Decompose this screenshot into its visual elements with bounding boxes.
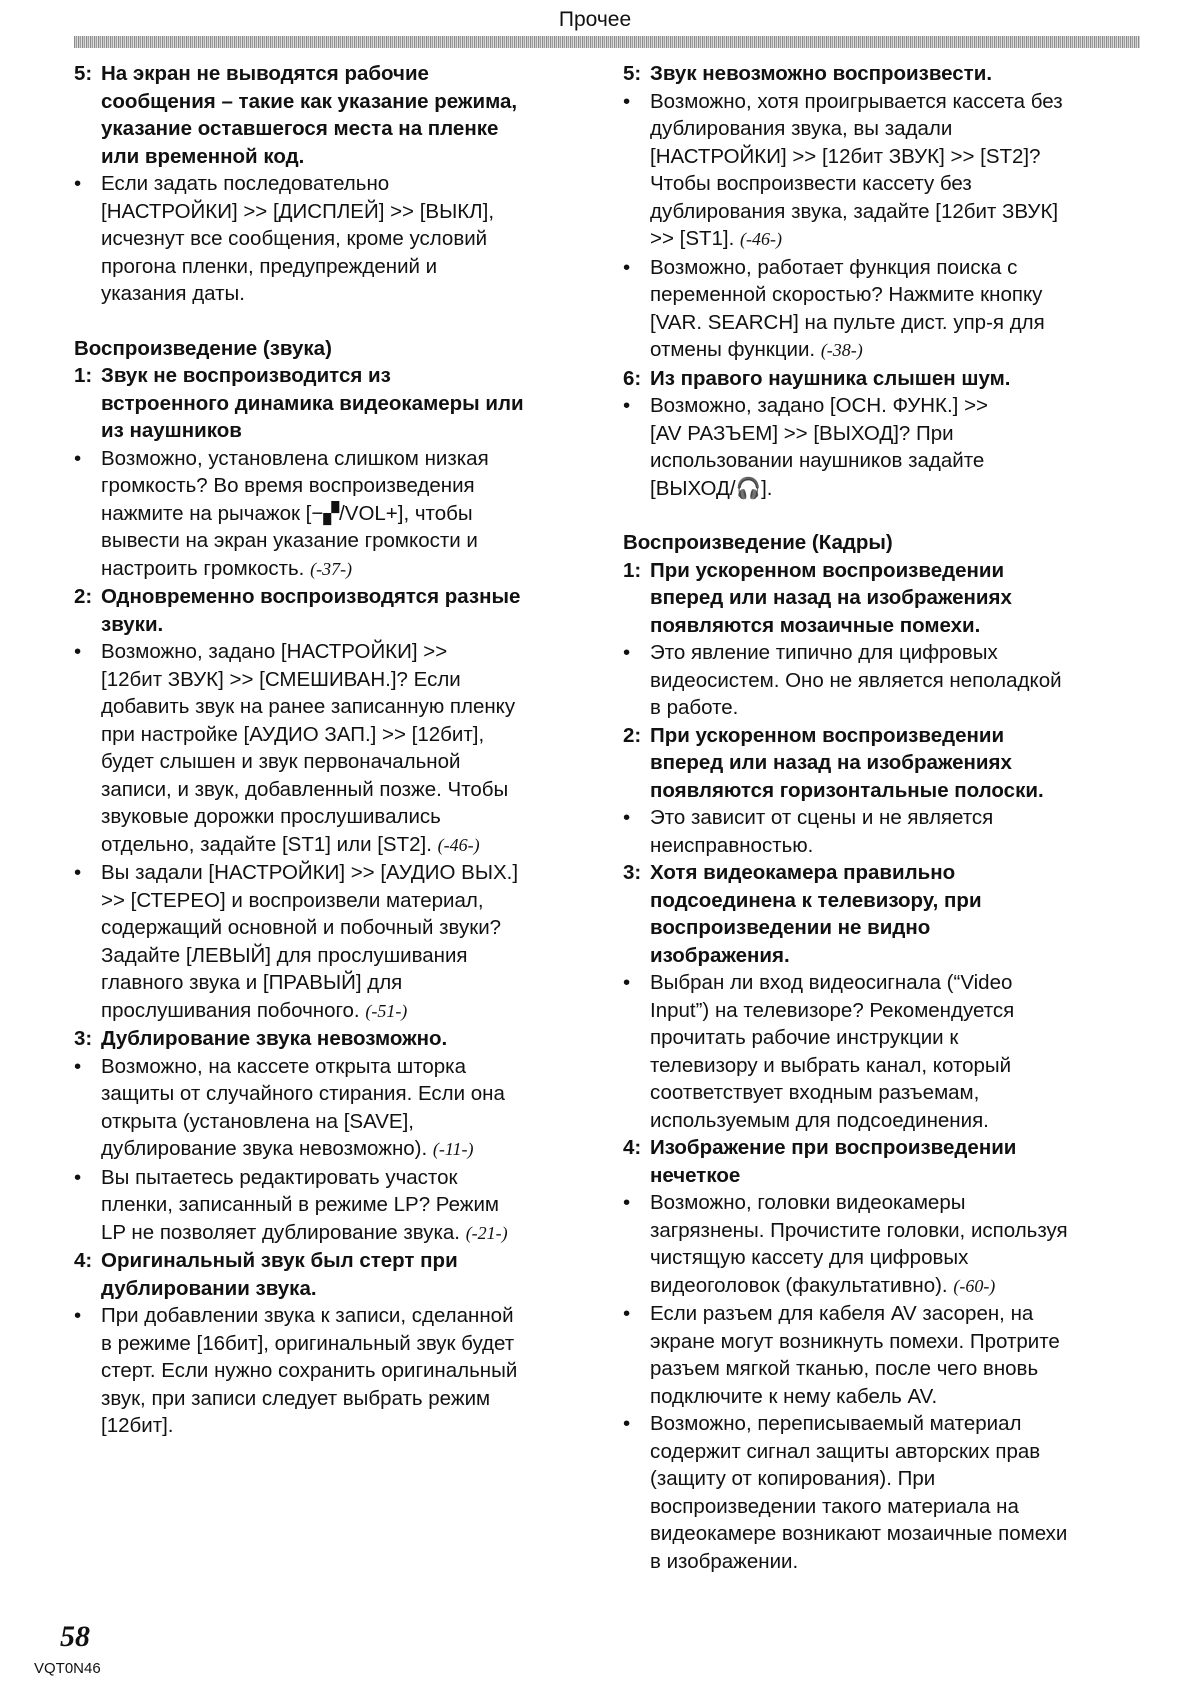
bullet-text: прогона пленки, предупреждений и: [101, 254, 438, 278]
bullet-continued: [623, 143, 1143, 171]
bullet-text: отмены функции.: [650, 338, 816, 361]
bullet-text: переменной скоростью? Нажмите кнопку: [650, 283, 1043, 306]
problem-number: 5:: [623, 62, 642, 85]
problem-title: [74, 583, 594, 611]
bullet-text: [AV РАЗЪЕМ] >> [ВЫХОД]? При: [650, 421, 954, 445]
bullet-text: видеосистем. Оно не является неполадкой: [650, 668, 1062, 692]
problem-title: [623, 859, 1143, 887]
bullet-continued: [623, 170, 1143, 198]
problem-title-continued: [74, 88, 594, 116]
bullet-text: >> [СТЕРЕО] и воспроизвели материал,: [101, 888, 484, 912]
bullet-text: прочитать рабочие инструкции к: [650, 1026, 959, 1049]
bullet-text: в режиме [16бит], оригинальный звук будет: [101, 1331, 515, 1355]
bullet-text: подключите к нему кабель AV.: [650, 1384, 938, 1408]
problem-number: 4:: [74, 1249, 93, 1272]
bullet-text: видеоголовок (факультативно).: [650, 1273, 948, 1297]
bullet-continued: [623, 667, 1143, 695]
bullet-continued: [74, 693, 594, 721]
bullet-text: Вы пытаетесь редактировать участок: [101, 1165, 458, 1189]
bullet-continued: [623, 997, 1143, 1025]
bullet-item: [623, 88, 1143, 116]
bullet-text: >> [ST1].: [650, 227, 735, 250]
bullet-text: добавить звук на ранее записанную пленку: [101, 695, 516, 718]
bullet-text: Это явление типично для цифровых: [650, 641, 998, 664]
problem-text: появляются горизонтальные полоски.: [650, 778, 1044, 802]
bullet-continued: [74, 1385, 594, 1413]
bullet-item: [623, 969, 1143, 997]
bullet-text: Возможно, задано [НАСТРОЙКИ] >>: [101, 640, 448, 663]
bullet-text: в изображении.: [650, 1549, 799, 1573]
bullet-continued: [74, 500, 594, 528]
problem-title-continued: [623, 777, 1143, 805]
bullet-continued: [623, 115, 1143, 143]
bullet-icon: •: [74, 446, 82, 470]
bullet-text: главного звука и [ПРАВЫЙ] для: [101, 971, 403, 994]
bullet-continued: [74, 721, 594, 749]
bullet-icon: •: [623, 89, 631, 113]
bullet-icon: •: [74, 1054, 82, 1078]
problem-title: [74, 362, 594, 390]
bullet-item: [623, 1410, 1143, 1438]
problem-number: 4:: [623, 1136, 642, 1159]
problem-text: появляются мозаичные помехи.: [650, 613, 981, 637]
bullet-icon: •: [623, 1412, 631, 1435]
problem-title: [74, 60, 594, 88]
bullet-text: открыта (установлена на [SAVE],: [101, 1109, 414, 1133]
bullet-text: LP не позволяет дублирование звука.: [101, 1220, 460, 1244]
bullet-continued: [74, 555, 594, 584]
bullet-text: громкость? Во время воспроизведения: [101, 474, 475, 497]
bullet-continued: [623, 1244, 1143, 1272]
bullet-text: будет слышен и звук первоначальной: [101, 750, 461, 773]
problem-text: вперед или назад на изображениях: [650, 586, 1012, 609]
bullet-continued: [623, 1217, 1143, 1245]
bullet-item: [623, 639, 1143, 667]
bullet-text: При добавлении звука к записи, сделанной: [101, 1304, 514, 1327]
page-reference: (-37-): [310, 558, 353, 579]
left-column: [74, 60, 594, 1440]
bullet-text: [НАСТРОЙКИ] >> [12бит ЗВУК] >> [ST2]?: [650, 144, 1041, 168]
bullet-text: нажмите на рычажок [−▞/VOL+], чтобы: [101, 501, 473, 525]
bullet-text: [12бит].: [101, 1414, 174, 1437]
bullet-continued: [623, 225, 1143, 254]
problem-title-continued: [623, 584, 1143, 612]
problem-text: из наушников: [101, 419, 242, 442]
bullet-continued: [623, 1272, 1143, 1301]
bullet-continued: [74, 280, 594, 308]
page-reference: (-21-): [465, 1222, 508, 1243]
bullet-text: звук, при записи следует выбрать режим: [101, 1386, 491, 1410]
bullet-text: в работе.: [650, 696, 739, 719]
bullet-icon: •: [623, 255, 631, 279]
bullet-icon: •: [623, 971, 631, 994]
bullet-continued: [74, 1080, 594, 1108]
bullet-continued: [623, 1107, 1143, 1135]
bullet-continued: [74, 1135, 594, 1164]
page-reference: (-38-): [820, 340, 863, 360]
bullet-text: использовании наушников задайте: [650, 449, 985, 472]
bullet-continued: [623, 309, 1143, 337]
bullet-text: отдельно, задайте [ST1] или [ST2].: [101, 832, 432, 856]
bullet-text: воспроизведении такого материала на: [650, 1494, 1019, 1518]
problem-number: 5:: [74, 62, 93, 85]
heading-text: Воспроизведение (звука): [74, 336, 332, 360]
bullet-text: вывести на экран указание громкости и: [101, 529, 478, 552]
problem-text: Из правого наушника слышен шум.: [650, 366, 1011, 390]
problem-text: или временной код.: [101, 144, 305, 168]
problem-title-continued: [74, 115, 594, 143]
bullet-continued: [623, 447, 1143, 475]
problem-title: [74, 1247, 594, 1275]
bullet-continued: [623, 1079, 1143, 1107]
bullet-continued: [74, 1191, 594, 1219]
bullet-icon: •: [74, 172, 82, 195]
bullet-continued: [623, 420, 1143, 448]
bullet-continued: [74, 1412, 594, 1440]
problem-title-continued: [623, 1162, 1143, 1190]
bullet-continued: [74, 942, 594, 970]
bullet-item: [623, 1300, 1143, 1328]
bullet-continued: [623, 832, 1143, 860]
bullet-continued: [74, 887, 594, 915]
problem-title-continued: [74, 1275, 594, 1303]
bullet-continued: [74, 225, 594, 253]
bullet-text: Если разъем для кабеля AV засорен, на: [650, 1302, 1034, 1325]
problem-text: изображения.: [650, 943, 790, 967]
problem-text: воспроизведении не видно: [650, 916, 931, 939]
bullet-continued: [623, 1383, 1143, 1411]
problem-title-continued: [623, 612, 1143, 640]
bullet-text: Input”) на телевизоре? Рекомендуется: [650, 998, 1015, 1022]
problem-text: На экран не выводятся рабочие: [101, 62, 429, 85]
bullet-text: указания даты.: [101, 282, 245, 305]
right-column: [623, 60, 1143, 1575]
bullet-icon: •: [74, 861, 82, 884]
problem-text: дублировании звука.: [101, 1276, 317, 1300]
problem-text: встроенного динамика видеокамеры или: [101, 391, 524, 415]
bullet-continued: [74, 253, 594, 281]
bullet-text: дублирования звука, вы задали: [650, 117, 953, 140]
bullet-item: [74, 1164, 594, 1192]
bullet-text: соответствует входным разъемам,: [650, 1081, 980, 1104]
bullet-item: [74, 638, 594, 666]
bullet-continued: [623, 1493, 1143, 1521]
bullet-icon: •: [623, 394, 631, 417]
bullet-text: звуковые дорожки прослушивались: [101, 805, 441, 828]
header-band-divider: [74, 36, 1140, 48]
bullet-icon: •: [74, 1165, 82, 1189]
problem-text: Одновременно воспроизводятся разные: [101, 585, 521, 608]
problem-text: Оригинальный звук был стерт при: [101, 1249, 458, 1272]
bullet-text: Задайте [ЛЕВЫЙ] для прослушивания: [101, 943, 468, 967]
problem-text: Хотя видеокамера правильно: [650, 861, 956, 884]
bullet-continued: [74, 831, 594, 860]
bullet-continued: [623, 1328, 1143, 1356]
bullet-text: дублирование звука невозможно).: [101, 1137, 428, 1160]
page-reference: (-60-): [953, 1275, 996, 1296]
problem-text: Дублирование звука невозможно.: [101, 1027, 448, 1050]
bullet-text: Возможно, головки видеокамеры: [650, 1191, 966, 1214]
bullet-text: разъем мягкой тканью, после чего вновь: [650, 1357, 1039, 1380]
section-header: Прочее: [558, 8, 632, 31]
problem-number: 3:: [623, 861, 642, 884]
bullet-text: Возможно, на кассете открыта шторка: [101, 1054, 466, 1078]
bullet-text: исчезнут все сообщения, кроме условий: [101, 227, 488, 250]
problem-title-continued: [74, 417, 594, 445]
problem-number: 1:: [74, 364, 93, 387]
problem-text: При ускоренном воспроизведении: [650, 558, 1005, 582]
bullet-continued: [74, 969, 594, 997]
problem-title: [74, 1025, 594, 1053]
bullet-continued: [623, 198, 1143, 226]
problem-number: 6:: [623, 366, 642, 390]
bullet-item: [74, 445, 594, 473]
bullet-continued: [623, 1548, 1143, 1576]
bullet-text: защиты от случайного стирания. Если она: [101, 1082, 505, 1105]
problem-title-continued: [623, 914, 1143, 942]
bullet-text: [НАСТРОЙКИ] >> [ДИСПЛЕЙ] >> [ВЫКЛ],: [101, 199, 495, 223]
problem-title-continued: [74, 611, 594, 639]
problem-text: При ускоренном воспроизведении: [650, 723, 1005, 747]
bullet-text: содержащий основной и побочный звуки?: [101, 916, 502, 939]
page-reference: (-46-): [740, 229, 783, 249]
bullet-continued: [74, 748, 594, 776]
problem-title-continued: [623, 942, 1143, 970]
problem-title: [623, 365, 1143, 393]
bullet-text: используемым для подсоединения.: [650, 1108, 989, 1132]
bullet-continued: [74, 776, 594, 804]
bullet-continued: [74, 914, 594, 942]
section-heading: [623, 529, 1143, 557]
problem-title-continued: [623, 749, 1143, 777]
problem-title-continued: [623, 887, 1143, 915]
page-number: 58: [60, 1620, 90, 1653]
bullet-item: [74, 1053, 594, 1081]
bullet-text: настроить громкость.: [101, 556, 305, 580]
bullet-continued: [623, 1052, 1143, 1080]
bullet-continued: [74, 1108, 594, 1136]
bullet-text: прослушивания побочного.: [101, 998, 360, 1022]
bullet-text: Возможно, хотя проигрывается кассета без: [650, 89, 1063, 113]
section-heading: [74, 335, 594, 363]
bullet-icon: •: [74, 640, 82, 663]
bullet-text: неисправностью.: [650, 833, 814, 857]
bullet-text: записи, и звук, добавленный позже. Чтобы: [101, 777, 509, 801]
bullet-text: телевизору и выбрать канал, который: [650, 1053, 1012, 1077]
problem-text: нечеткое: [650, 1163, 741, 1187]
problem-title: [623, 1134, 1143, 1162]
bullet-continued: [623, 1438, 1143, 1466]
bullet-continued: [623, 336, 1143, 365]
document-code: VQT0N46: [34, 1660, 101, 1677]
problem-title-continued: [74, 143, 594, 171]
bullet-continued: [74, 472, 594, 500]
bullet-icon: •: [623, 1191, 631, 1214]
bullet-continued: [74, 1357, 594, 1385]
bullet-text: стерт. Если нужно сохранить оригинальный: [101, 1359, 518, 1382]
page-reference: (-11-): [432, 1139, 474, 1159]
bullet-text: Возможно, установлена слишком низкая: [101, 446, 489, 470]
problem-text: Звук невозможно воспроизвести.: [650, 62, 993, 85]
bullet-item: [74, 1302, 594, 1330]
bullet-icon: •: [623, 641, 631, 664]
spacer: [74, 308, 594, 335]
bullet-text: Если задать последовательно: [101, 172, 390, 195]
bullet-continued: [74, 1330, 594, 1358]
bullet-item: [623, 254, 1143, 282]
spacer: [623, 502, 1143, 529]
problem-text: подсоединена к телевизору, при: [650, 888, 982, 912]
bullet-item: [623, 1189, 1143, 1217]
problem-number: 2:: [74, 585, 93, 608]
problem-title: [623, 557, 1143, 585]
bullet-item: [74, 859, 594, 887]
bullet-text: Чтобы воспроизвести кассету без: [650, 172, 972, 195]
bullet-continued: [74, 1219, 594, 1248]
problem-text: вперед или назад на изображениях: [650, 751, 1012, 774]
problem-number: 3:: [74, 1027, 93, 1050]
bullet-icon: •: [623, 1302, 631, 1325]
bullet-text: пленки, записанный в режиме LP? Режим: [101, 1193, 500, 1216]
bullet-text: Это зависит от сцены и не является: [650, 806, 994, 829]
bullet-text: Выбран ли вход видеосигнала (“Video: [650, 971, 1013, 994]
problem-title: [623, 60, 1143, 88]
bullet-icon: •: [74, 1304, 82, 1327]
bullet-text: загрязнены. Прочистите головки, используя: [650, 1218, 1068, 1242]
bullet-icon: •: [623, 806, 631, 829]
bullet-continued: [623, 694, 1143, 722]
problem-text: Изображение при воспроизведении: [650, 1136, 1017, 1159]
bullet-text: содержит сигнал защиты авторских прав: [650, 1439, 1041, 1463]
bullet-text: [12бит ЗВУК] >> [СМЕШИВАН.]? Если: [101, 667, 461, 691]
bullet-continued: [74, 666, 594, 694]
problem-title: [623, 722, 1143, 750]
bullet-continued: [74, 803, 594, 831]
bullet-text: Возможно, работает функция поиска с: [650, 255, 1018, 279]
bullet-continued: [74, 997, 594, 1026]
problem-number: 1:: [623, 558, 642, 582]
page-reference: (-46-): [437, 834, 480, 855]
bullet-continued: [74, 527, 594, 555]
bullet-continued: [623, 1465, 1143, 1493]
bullet-text: дублирования звука, задайте [12бит ЗВУК]: [650, 199, 1059, 223]
page-reference: (-51-): [365, 1000, 408, 1021]
bullet-text: [ВЫХОД/🎧].: [650, 476, 773, 500]
bullet-text: видеокамере возникают мозаичные помехи: [650, 1522, 1068, 1545]
bullet-text: Возможно, переписываемый материал: [650, 1412, 1022, 1435]
bullet-continued: [623, 1520, 1143, 1548]
problem-title-continued: [74, 390, 594, 418]
bullet-continued: [74, 198, 594, 226]
problem-text: сообщения – такие как указание режима,: [101, 89, 518, 113]
bullet-text: (защиту от копирования). При: [650, 1467, 936, 1490]
problem-number: 2:: [623, 723, 642, 747]
bullet-continued: [623, 1024, 1143, 1052]
bullet-text: при настройке [АУДИО ЗАП.] >> [12бит],: [101, 722, 485, 746]
bullet-text: чистящую кассету для цифровых: [650, 1246, 969, 1269]
bullet-continued: [623, 475, 1143, 503]
bullet-item: [623, 804, 1143, 832]
bullet-text: Вы задали [НАСТРОЙКИ] >> [АУДИО ВЫХ.]: [101, 861, 519, 884]
bullet-continued: [623, 281, 1143, 309]
heading-text: Воспроизведение (Кадры): [623, 531, 893, 554]
bullet-text: Возможно, задано [ОСН. ФУНК.] >>: [650, 394, 989, 417]
problem-text: звуки.: [101, 612, 164, 636]
problem-text: Звук не воспроизводится из: [101, 364, 391, 387]
bullet-text: экране могут возникнуть помехи. Протрите: [650, 1329, 1060, 1353]
bullet-item: [623, 392, 1143, 420]
bullet-continued: [623, 1355, 1143, 1383]
problem-text: указание оставшегося места на пленке: [101, 117, 499, 140]
bullet-item: [74, 170, 594, 198]
bullet-text: [VAR. SEARCH] на пульте дист. упр-я для: [650, 310, 1045, 334]
